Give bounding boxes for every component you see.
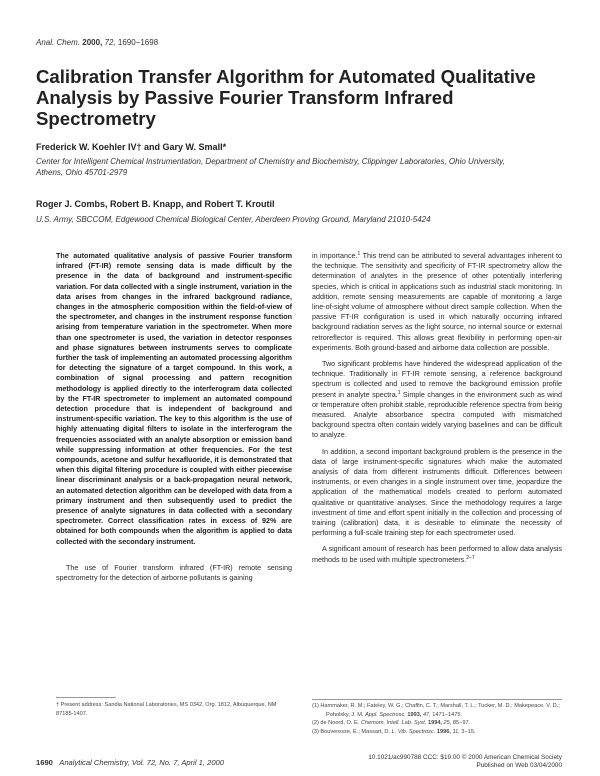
journal-name: Anal. Chem. — [36, 38, 81, 47]
affiliation-primary: Center for Intelligent Chemical Instrumentation, Department of Chemistry and Biochemistry, Clippinger Laboratories, Ohio University, Athens, Ohio 45701-2979 — [36, 157, 505, 177]
authors-secondary: Roger J. Combs, Robert B. Knapp, and Robert T. Kroutil — [36, 199, 275, 209]
publication-date: Published on Web 03/04/2000 — [476, 762, 562, 769]
right-column — [312, 251, 562, 565]
author-footnote: † Present address: Sandia National Laboratories, MS 0342, Org. 1812, Albuquerque, NM 87185-1407. — [56, 702, 277, 717]
copyright-block — [326, 754, 562, 770]
doi-copyright: 10.1021/ac990788 CCC: $19.00 © 2000 American Chemical Society — [368, 754, 562, 761]
page-footer — [36, 758, 224, 767]
reference-item: (3) Bouveresse, E.; Massart, D. L. Vib. Spectrosc. 1996, 11, 3−15. — [312, 728, 476, 735]
journal-volume: 72, — [104, 38, 116, 47]
body-paragraph-4: A significant amount of research has been performed to allow data analysis methods to be used with multiple spectrometers.$^{2-7}$ — [312, 544, 562, 564]
citation-superscript: 1 — [357, 251, 361, 257]
journal-pages: 1690−1698 — [117, 38, 159, 47]
affiliation-secondary: U.S. Army, SBCCOM, Edgewood Chemical Biological Center, Aberdeen Proving Ground, Maryland 21010-5424 — [36, 215, 431, 224]
reference-item: (1) Hammaker, R. M.; Fateley, W. G.; Chaffin, C. T.; Marshall, T. L.; Tucker, M. D.; Makepeace, V. D.; Poholsky, J. M. Appl. Spectrosc. 1993, 47, 1471−1475. — [312, 703, 560, 718]
footnote-divider — [56, 697, 116, 698]
journal-year: 2000, — [82, 38, 103, 47]
references-divider — [312, 699, 562, 700]
body-paragraph-2: Two significant problems have hindered the widespread application of the technique. Traditionally in FT-IR remote sensing, a reference background spectrum is collected and used to remove the background emission profile present in analyte spectra.$^1$ Simple changes in the environment such as wind or temperature often prohibit stable, reproducible reference spectra from being measured. Analyte absorbance spectra computed with mismatched background spectra often contain widely varying baselines and can be difficult to analyze. — [312, 359, 562, 440]
citation-superscript: 2−7 — [466, 554, 475, 561]
paper-title: Calibration Transfer Algorithm for Automated Qualitative Analysis by Passive Fourier Transform Infrared Spectrometry — [36, 66, 536, 129]
body-paragraph-1: in importance.$^1$ This trend can be attributed to several advantages inherent to the technique. The sensitivity and specificity of FT-IR spectrometry allow the determination of analytes in the presence of other potentially interfering species, which is critical in applications such as industrial stack monitoring. In addition, remote sensing measurements are capable of monitoring a large line-of-sight volume of atmosphere without direct sample collection. When the passive FT-IR configuration is used in which naturally occurring infrared background radiation serves as the light source, no internal source or external retroreflector is required. This allows great flexibility in performing open-air experiments. Both ground-based and airborne data collection are possible. — [312, 251, 562, 352]
intro-paragraph: The use of Fourier transform infrared (FT-IR) remote sensing spectrometry for the detection of airborne pollutants is gaining — [56, 562, 292, 583]
journal-citation — [36, 38, 158, 47]
authors-primary: Frederick W. Koehler IV† and Gary W. Small* — [36, 142, 227, 152]
reference-item: (2) de Noord, O. E. Chemom. Intell. Lab. Syst. 1994, 25, 85−97. — [312, 720, 471, 727]
footer-citation: Analytical Chemistry, Vol. 72, No. 7, April 1, 2000 — [59, 758, 224, 767]
citation-superscript: 1 — [397, 389, 401, 396]
left-column — [56, 251, 292, 583]
references-list — [312, 702, 562, 736]
body-paragraph-3: In addition, a second important background problem is the presence in the data of large instrument-specific signatures which make the automated analysis of data from different instruments difficult. Differences between instruments, or even changes in a single instrument over time, jeopardize the application of the mathematical models created to perform automated qualitative or quantitative analyses. Since the methodology requires a large investment of time and effort spent initially in the collection and processing of training (calibration) data, it is desirable to eliminate the necessity of performing a full-scale training step for each spectrometer used. — [312, 446, 562, 538]
page-number: 1690 — [36, 758, 53, 767]
abstract: The automated qualitative analysis of passive Fourier transform infrared (FT-IR) remote sensing data is made difficult by the presence in the data of background and instrument-specific variation. For data collected with a single instrument, variation in the data arises from changes in the infrared background radiance, changes in the atmospheric composition within the field-of-view of the spectrometer, and changes in the instrument response function arising from temperature variation in the spectrometer. When more than one spectrometer is used, the variation in detector responses and phase signatures between instruments serves to complicate further the task of implementing an automated processing algorithm for detecting the signature of a target compound. In this work, a combination of signal processing and pattern recognition methodology is applied directly to the interferogram data collected by the FT-IR spectrometer to implement an automated compound detection procedure that is independent of background and instrument-specific variation. The key to this algorithm is the use of highly attenuating digital filters to isolate in the interferogram the frequencies associated with an analyte absorption or emission band while suppressing information at other frequencies. For the test compounds, acetone and sulfur hexafluoride, it is demonstrated that when this digital filtering procedure is coupled with either piecewise linear discriminant analysis or a back-propagation neural network, an automated detection algorithm can be developed with data from a primary instrument and then subsequently used to predict the presence of analyte signatures in data collected with a secondary spectrometer. Correct classification rates in excess of 92% are obtained for both compounds when the algorithm is applied to data collected with the secondary instrument. — [56, 251, 292, 546]
